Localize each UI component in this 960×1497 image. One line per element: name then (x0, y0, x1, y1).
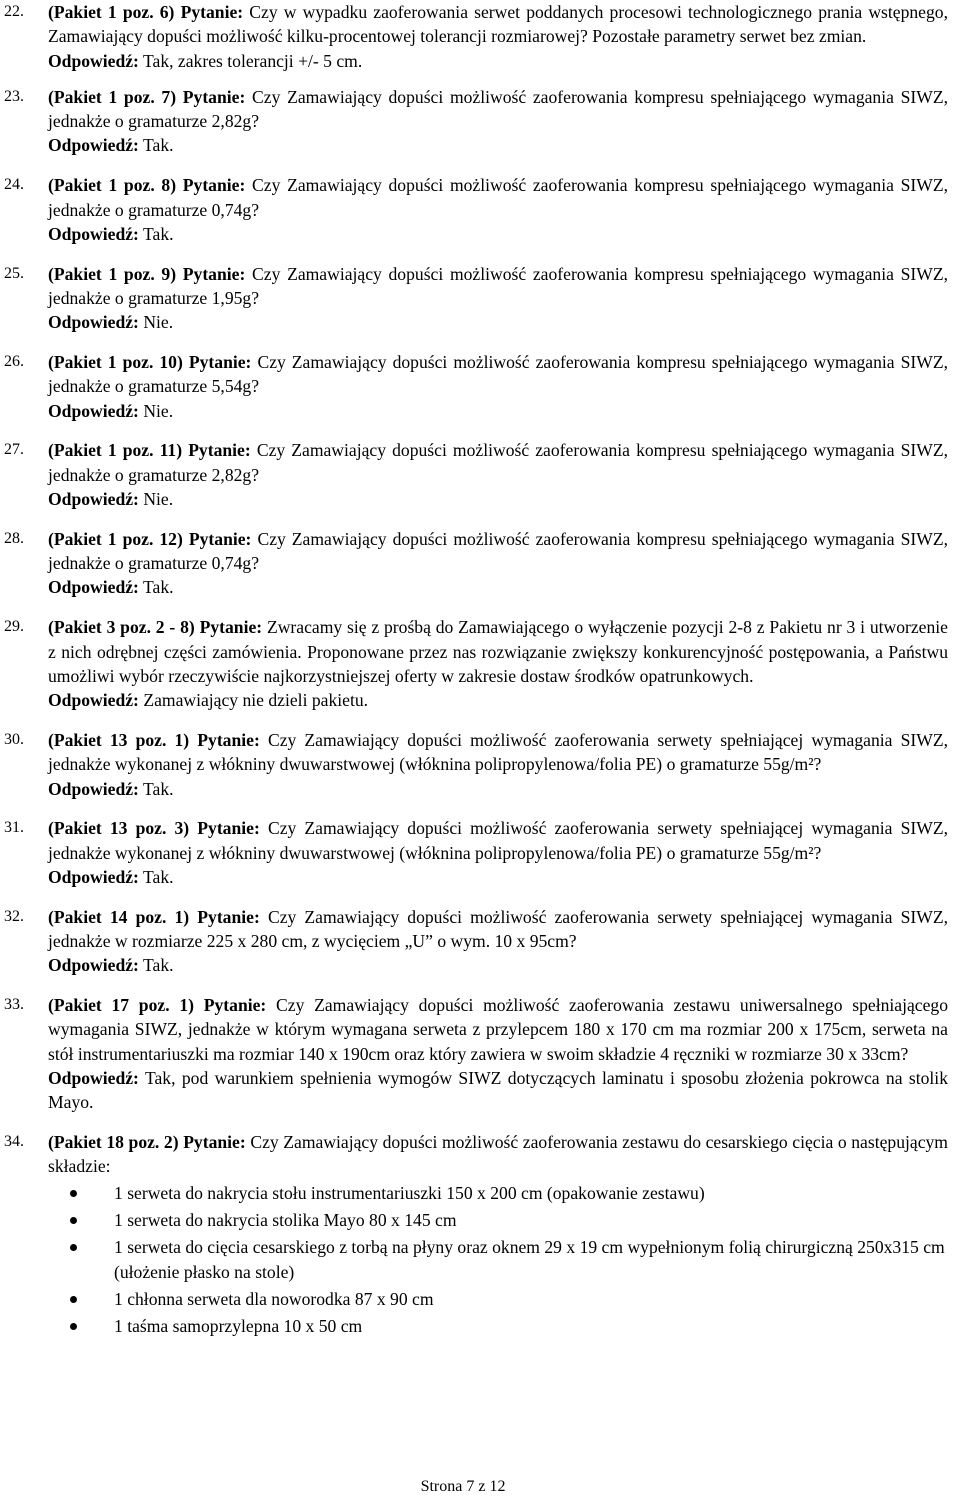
bullet-icon (70, 1190, 77, 1197)
answer-label: Odpowiedź: (48, 50, 139, 71)
bullet-icon (70, 1217, 77, 1224)
answer-line (48, 777, 948, 801)
question-paragraph (48, 527, 948, 576)
question-text: Czy Zamawiający dopuści możliwość zaoferowania zestawu uniwersalnego spełniającego wymagania SIWZ, jednakże w którym wymagana serweta z przylepcem 180 x 170 cm ma rozmiar 200 x 175cm, serweta na stół instrumentariuszki ma rozmiar 140 x 190cm oraz który zawiera w swoim składzie 4 ręczniki w rozmiarze 30 x 33cm? (48, 995, 949, 1064)
item-number: 23. (4, 87, 24, 105)
answer-line (48, 1066, 948, 1115)
answer-text: Nie. (143, 312, 174, 333)
question-label: Pytanie: (197, 729, 260, 750)
item-number: 29. (4, 618, 24, 636)
answer-text: Zamawiający nie dzieli pakietu. (143, 690, 369, 711)
question-label: Pytanie: (180, 2, 244, 22)
qa-item-23 (0, 85, 948, 158)
answer-line (48, 688, 948, 712)
answer-text: Tak, pod warunkiem spełnienia wymogów SIWZ dotyczących laminatu i sposobu złożenia pokrowca na stolik Mayo. (48, 1067, 948, 1113)
item-number: 26. (4, 353, 24, 371)
question-label: Pytanie: (188, 528, 252, 549)
answer-text: Tak. (143, 223, 174, 244)
answer-label: Odpowiedź: (48, 489, 139, 510)
answer-label: Odpowiedź: (48, 955, 139, 976)
question-text: Czy Zamawiający dopuści możliwość zaoferowania zestawu do cesarskiego cięcia o następującym składzie: (48, 1132, 948, 1177)
answer-line (48, 865, 948, 889)
question-paragraph (48, 993, 948, 1066)
item-reference: (Pakiet 18 poz. 2) (48, 1132, 179, 1153)
question-label: Pytanie: (182, 86, 246, 107)
answer-text: Tak. (143, 866, 174, 887)
item-number: 31. (4, 819, 24, 837)
item-number: 28. (4, 529, 24, 547)
list-item: 1 chłonna serweta dla noworodka 87 x 90 cm (48, 1287, 948, 1311)
answer-line (48, 399, 948, 423)
item-number: 33. (4, 996, 24, 1014)
item-reference: (Pakiet 1 poz. 10) (48, 352, 183, 373)
item-reference: (Pakiet 17 poz. 1) (48, 995, 194, 1016)
question-text: Czy Zamawiający dopuści możliwość zaoferowania kompresu spełniającego wymagania SIWZ, jednakże o gramaturze 0,74g? (48, 528, 949, 574)
answer-line (48, 133, 948, 157)
bullet-icon (70, 1244, 77, 1251)
qa-item-32 (0, 905, 948, 978)
question-text: Czy Zamawiający dopuści możliwość zaoferowania kompresu spełniającego wymagania SIWZ, jednakże o gramaturze 2,82g? (48, 86, 949, 132)
answer-label: Odpowiedź: (48, 866, 139, 887)
item-number: 22. (4, 3, 24, 20)
item-reference: (Pakiet 1 poz. 9) (48, 263, 177, 284)
question-label: Pytanie: (199, 617, 263, 638)
item-reference: (Pakiet 3 poz. 2 - 8) (48, 617, 195, 638)
question-paragraph (48, 85, 948, 134)
item-reference: (Pakiet 1 poz. 11) (48, 440, 183, 461)
item-reference: (Pakiet 13 poz. 3) (48, 818, 190, 839)
question-paragraph (48, 350, 948, 399)
question-text: Czy Zamawiający dopuści możliwość zaoferowania kompresu spełniającego wymagania SIWZ, jednakże o gramaturze 0,74g? (48, 175, 949, 220)
answer-text: Tak. (143, 778, 174, 799)
answer-line (48, 222, 948, 246)
qa-item-22 (0, 0, 948, 73)
answer-line (48, 953, 948, 977)
list-item: 1 serweta do nakrycia stolika Mayo 80 x 145 cm (48, 1208, 948, 1232)
answer-label: Odpowiedź: (48, 400, 139, 421)
question-text: Czy w wypadku zaoferowania serwet poddanych procesowi technologicznego prania wstępnego, Zamawiający dopuści możliwość kilku-procentowej tolerancji rozmiarowej? Pozostałe parametry serwet bez zmian. (48, 2, 948, 47)
qa-item-28 (0, 527, 948, 600)
item-reference: (Pakiet 1 poz. 6) (48, 2, 175, 22)
answer-text: Nie. (143, 400, 174, 421)
item-number: 34. (4, 1133, 24, 1151)
question-paragraph (48, 0, 948, 49)
answer-label: Odpowiedź: (48, 1067, 139, 1088)
question-text: Czy Zamawiający dopuści możliwość zaoferowania kompresu spełniającego wymagania SIWZ, jednakże o gramaturze 1,95g? (48, 263, 949, 308)
question-label: Pytanie: (183, 1132, 246, 1153)
answer-label: Odpowiedź: (48, 135, 139, 156)
question-text: Czy Zamawiający dopuści możliwość zaoferowania kompresu spełniającego wymagania SIWZ, jednakże o gramaturze 2,82g? (48, 440, 948, 485)
question-paragraph (48, 438, 948, 487)
item-number: 27. (4, 441, 24, 459)
question-text: Czy Zamawiający dopuści możliwość zaoferowania kompresu spełniającego wymagania SIWZ, jednakże o gramaturze 5,54g? (48, 352, 949, 397)
item-reference: (Pakiet 1 poz. 7) (48, 86, 177, 107)
answer-text: Tak, zakres tolerancji +/- 5 cm. (143, 50, 363, 71)
list-item: 1 serweta do cięcia cesarskiego z torbą na płyny oraz oknem 29 x 19 cm wypełnionym folią chirurgiczną 250x315 cm (ułożenie płasko na stole) (48, 1235, 948, 1284)
question-paragraph (48, 1130, 948, 1179)
qa-item-25 (0, 262, 948, 335)
qa-item-34 (0, 1130, 948, 1341)
qa-item-31 (0, 816, 948, 889)
answer-label: Odpowiedź: (48, 690, 139, 711)
answer-line (48, 575, 948, 599)
item-reference: (Pakiet 1 poz. 8) (48, 175, 177, 196)
answer-label: Odpowiedź: (48, 778, 139, 799)
answer-line (48, 310, 948, 334)
answer-text: Tak. (143, 577, 174, 598)
question-text: Czy Zamawiający dopuści możliwość zaoferowania serwety spełniającej wymagania SIWZ, jednakże wykonanej z włókniny dwuwarstwowej (włóknina polipropylenowa/folia PE) o gramaturze 55g/m²? (48, 818, 948, 863)
question-paragraph (48, 262, 948, 311)
question-paragraph (48, 173, 948, 222)
question-label: Pytanie: (197, 818, 260, 839)
question-text: Zwracamy się z prośbą do Zamawiającego o wyłączenie pozycji 2-8 z Pakietu nr 3 i utworzenie z nich odrębnej części zamówienia. Proponowane przez nas rozwiązanie zwiększy konkurencyjność postępowania, a Państwu umożliwi wybór rzeczywiście najkorzystniejszej oferty w zakresie dostaw środków opatrunkowych. (48, 617, 948, 686)
item-number: 25. (4, 264, 24, 282)
item-number: 30. (4, 730, 24, 748)
qa-item-27 (0, 438, 948, 511)
answer-label: Odpowiedź: (48, 312, 139, 333)
question-paragraph (48, 816, 948, 865)
list-item: 1 taśma samoprzylepna 10 x 50 cm (48, 1314, 948, 1338)
answer-text: Tak. (143, 135, 174, 156)
question-label: Pytanie: (197, 906, 260, 927)
question-paragraph (48, 728, 948, 777)
bullet-icon (70, 1323, 77, 1330)
question-label: Pytanie: (203, 995, 267, 1016)
list-item: 1 serweta do nakrycia stołu instrumentariuszki 150 x 200 cm (opakowanie zestawu) (48, 1181, 948, 1205)
qa-item-24 (0, 173, 948, 246)
qa-item-33 (0, 993, 948, 1114)
question-label: Pytanie: (182, 175, 246, 196)
question-label: Pytanie: (188, 440, 251, 461)
qa-item-29 (0, 615, 948, 712)
answer-text: Tak. (143, 955, 174, 976)
question-label: Pytanie: (188, 352, 252, 373)
item-number: 32. (4, 907, 24, 925)
item-reference: (Pakiet 1 poz. 12) (48, 528, 183, 549)
answer-line (48, 49, 948, 73)
item-reference: (Pakiet 13 poz. 1) (48, 729, 190, 750)
question-text: Czy Zamawiający dopuści możliwość zaoferowania serwety spełniającej wymagania SIWZ, jednakże wykonanej z włókniny dwuwarstwowej (włóknina polipropylenowa/folia PE) o gramaturze 55g/m²? (48, 729, 948, 775)
answer-label: Odpowiedź: (48, 577, 139, 598)
question-text: Czy Zamawiający dopuści możliwość zaoferowania serwety spełniającej wymagania SIWZ, jednakże w rozmiarze 225 x 280 cm, z wycięciem „U” o wym. 10 x 95cm? (48, 906, 948, 951)
answer-label: Odpowiedź: (48, 223, 139, 244)
question-label: Pytanie: (182, 263, 246, 284)
question-paragraph (48, 905, 948, 954)
qa-item-30 (0, 728, 948, 801)
item-reference: (Pakiet 14 poz. 1) (48, 906, 190, 927)
page-footer: Strona 7 z 12 (420, 1478, 506, 1495)
answer-line (48, 487, 948, 511)
composition-list (48, 1181, 948, 1339)
bullet-icon (70, 1296, 77, 1303)
answer-text: Nie. (143, 489, 174, 510)
item-number: 24. (4, 176, 24, 194)
question-paragraph (48, 615, 948, 688)
qa-item-26 (0, 350, 948, 423)
